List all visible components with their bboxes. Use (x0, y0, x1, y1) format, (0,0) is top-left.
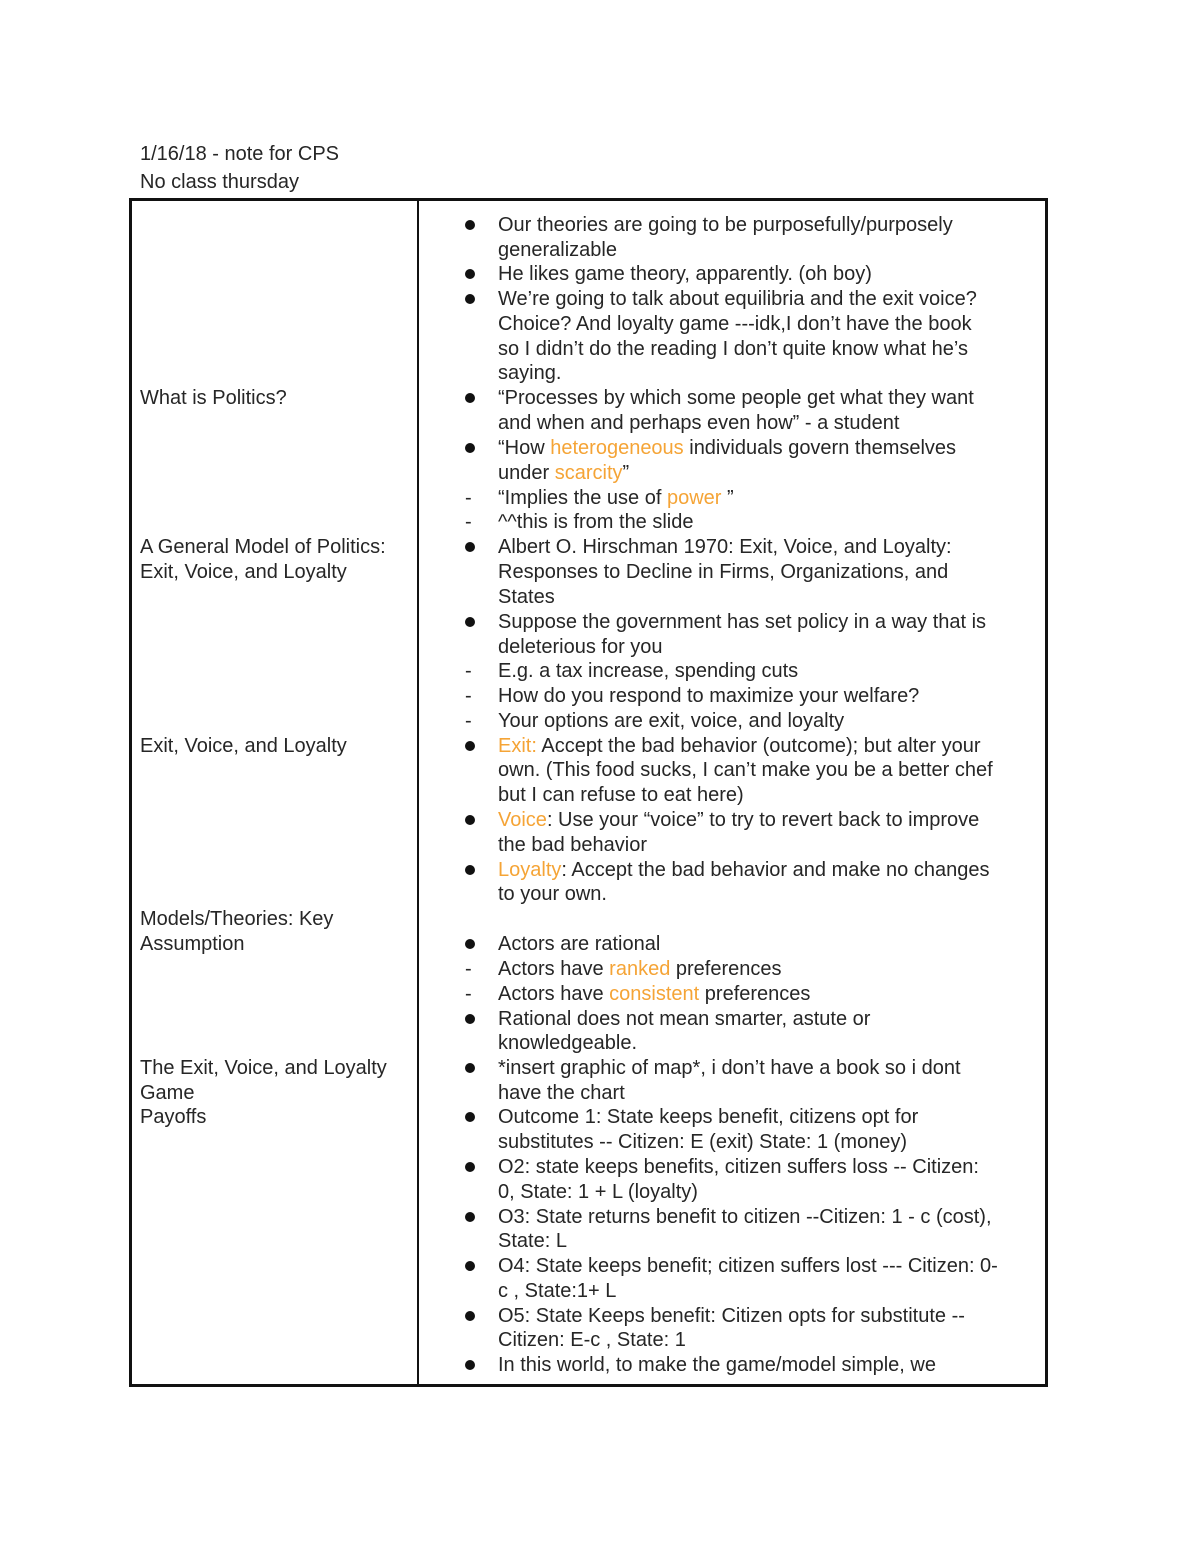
bullet-marker (463, 1105, 477, 1129)
note-text: ” (727, 487, 734, 509)
note-line: generalizable (498, 239, 617, 261)
bullet-icon (465, 542, 475, 552)
note-line: c , State:1+ L (498, 1280, 617, 1302)
topic-game-line-3: Payoffs (140, 1106, 207, 1128)
bullet-icon (465, 443, 475, 453)
dash-marker (463, 957, 477, 981)
note-line: O3: State returns benefit to citizen --Citizen: 1 - c (cost), (498, 1206, 992, 1228)
note-text: Actors have (498, 958, 610, 980)
bullet-icon (465, 865, 475, 875)
note-text: individuals govern themselves (683, 437, 957, 459)
note-line: substitutes -- Citizen: E (exit) State: 1 (money) (498, 1131, 908, 1153)
note-line: ^^this is from the slide (498, 511, 694, 533)
note-line: have the chart (498, 1082, 625, 1104)
date-heading: 1/16/18 - note for CPS (140, 143, 340, 165)
note-line: Citizen: E-c , State: 1 (498, 1329, 686, 1351)
note-line: In this world, to make the game/model simple, we (498, 1354, 936, 1376)
note-line: He likes game theory, apparently. (oh boy) (498, 263, 872, 285)
note-text: preferences (699, 983, 811, 1005)
note-text: preferences (670, 958, 782, 980)
bullet-marker (463, 1304, 477, 1328)
note-line: the bad behavior (498, 834, 648, 856)
note-line: Actors are rational (498, 933, 661, 955)
bullet-marker (463, 287, 477, 311)
highlighted-term: power (666, 487, 727, 509)
note-line: Our theories are going to be purposefully/purposely (498, 214, 953, 236)
bullet-marker (463, 1254, 477, 1278)
dash-marker (463, 659, 477, 683)
note-line: States (498, 586, 555, 608)
bullet-marker (463, 1205, 477, 1229)
bullet-marker (463, 808, 477, 832)
bullet-marker (463, 610, 477, 634)
topic-what-is-politics: What is Politics? (140, 387, 287, 409)
note-text: Actors have (498, 983, 610, 1005)
note-line: Choice? And loyalty game ---idk,I don’t have the book (498, 313, 972, 335)
highlighted-term: Loyalty (498, 859, 562, 881)
dash-icon: - (465, 511, 472, 533)
dash-marker (463, 510, 477, 534)
topic-general-model-line-1: A General Model of Politics: (140, 536, 386, 558)
highlighted-term: scarcity (554, 462, 623, 484)
dash-icon: - (465, 487, 472, 509)
bullet-icon (465, 1311, 475, 1321)
bullet-icon (465, 294, 475, 304)
highlighted-term: Voice (498, 809, 547, 831)
bullet-marker (463, 262, 477, 286)
note-line: E.g. a tax increase, spending cuts (498, 660, 799, 682)
bullet-icon (465, 1014, 475, 1024)
note-line (498, 486, 734, 510)
bullet-icon (465, 1212, 475, 1222)
topic-game-line-1: The Exit, Voice, and Loyalty (140, 1057, 387, 1079)
bullet-marker (463, 932, 477, 956)
note-subheading: No class thursday (140, 171, 299, 193)
bullet-marker (463, 386, 477, 410)
note-line (498, 982, 810, 1006)
bullet-marker (463, 213, 477, 237)
notes-table (129, 198, 1048, 1387)
dash-marker (463, 982, 477, 1006)
highlighted-term: Exit: (498, 735, 537, 757)
note-line: so I didn’t do the reading I don’t quite know what he’s (498, 338, 968, 360)
note-text: : Accept the bad behavior and make no changes (561, 859, 990, 881)
note-line: knowledgeable. (498, 1032, 637, 1054)
bullet-marker (463, 1155, 477, 1179)
note-line: Outcome 1: State keeps benefit, citizens opt for (498, 1106, 919, 1128)
note-line (498, 808, 979, 832)
bullet-icon (465, 1063, 475, 1073)
bullet-icon (465, 393, 475, 403)
column-divider (417, 201, 419, 1384)
note-line: to your own. (498, 883, 607, 905)
topic-game-line-2: Game (140, 1082, 195, 1104)
note-text: “Implies the use of (498, 487, 667, 509)
topic-general-model-line-2: Exit, Voice, and Loyalty (140, 561, 347, 583)
note-text: Accept the bad behavior (outcome); but alter your (536, 735, 981, 757)
note-text: under (498, 462, 555, 484)
note-line (498, 858, 989, 882)
note-line: Rational does not mean smarter, astute or (498, 1008, 871, 1030)
topic-exit-voice-loyalty: Exit, Voice, and Loyalty (140, 735, 347, 757)
note-line: O2: state keeps benefits, citizen suffers loss -- Citizen: (498, 1156, 979, 1178)
note-line: O5: State Keeps benefit: Citizen opts for substitute -- (498, 1305, 965, 1327)
bullet-icon (465, 220, 475, 230)
bullet-marker (463, 1056, 477, 1080)
note-line: saying. (498, 362, 562, 384)
note-line: and when and perhaps even how” - a student (498, 412, 900, 434)
dash-marker (463, 684, 477, 708)
dash-icon: - (465, 983, 472, 1005)
note-text: “How (498, 437, 551, 459)
bullet-icon (465, 1162, 475, 1172)
note-line: State: L (498, 1230, 567, 1252)
bullet-marker (463, 858, 477, 882)
note-line: We’re going to talk about equilibria and the exit voice? (498, 288, 977, 310)
note-line: but I can refuse to eat here) (498, 784, 744, 806)
dash-icon: - (465, 710, 472, 732)
note-line: Albert O. Hirschman 1970: Exit, Voice, and Loyalty: (498, 536, 952, 558)
bullet-marker (463, 734, 477, 758)
note-line (498, 734, 981, 758)
bullet-marker (463, 1007, 477, 1031)
topic-models-line-1: Models/Theories: Key (140, 908, 334, 930)
note-line: deleterious for you (498, 636, 663, 658)
note-line: Your options are exit, voice, and loyalty (498, 710, 845, 732)
topic-models-line-2: Assumption (140, 933, 245, 955)
note-line: Responses to Decline in Firms, Organizations, and (498, 561, 949, 583)
highlighted-term: consistent (609, 983, 700, 1005)
bullet-icon (465, 815, 475, 825)
bullet-icon (465, 741, 475, 751)
note-line (498, 957, 782, 981)
dash-marker (463, 486, 477, 510)
note-line: *insert graphic of map*, i don’t have a book so i dont (498, 1057, 961, 1079)
bullet-icon (465, 269, 475, 279)
dash-icon: - (465, 660, 472, 682)
note-line: O4: State keeps benefit; citizen suffers lost --- Citizen: 0- (498, 1255, 998, 1277)
bullet-icon (465, 1112, 475, 1122)
bullet-icon (465, 1360, 475, 1370)
note-line: 0, State: 1 + L (loyalty) (498, 1181, 698, 1203)
highlighted-term: heterogeneous (550, 437, 684, 459)
dash-icon: - (465, 685, 472, 707)
bullet-marker (463, 535, 477, 559)
note-line: How do you respond to maximize your welfare? (498, 685, 920, 707)
bullet-icon (465, 939, 475, 949)
note-line: Suppose the government has set policy in a way that is (498, 611, 987, 633)
bullet-marker (463, 436, 477, 460)
bullet-marker (463, 1353, 477, 1377)
note-line (498, 461, 629, 485)
bullet-icon (465, 1261, 475, 1271)
note-text: : Use your “voice” to try to revert back to improve (546, 809, 980, 831)
note-line (498, 436, 956, 460)
note-line: own. (This food sucks, I can’t make you be a better chef (498, 759, 993, 781)
dash-icon: - (465, 958, 472, 980)
note-text: ” (622, 462, 630, 484)
highlighted-term: ranked (609, 958, 671, 980)
note-line: “Processes by which some people get what they want (498, 387, 974, 409)
dash-marker (463, 709, 477, 733)
bullet-icon (465, 617, 475, 627)
